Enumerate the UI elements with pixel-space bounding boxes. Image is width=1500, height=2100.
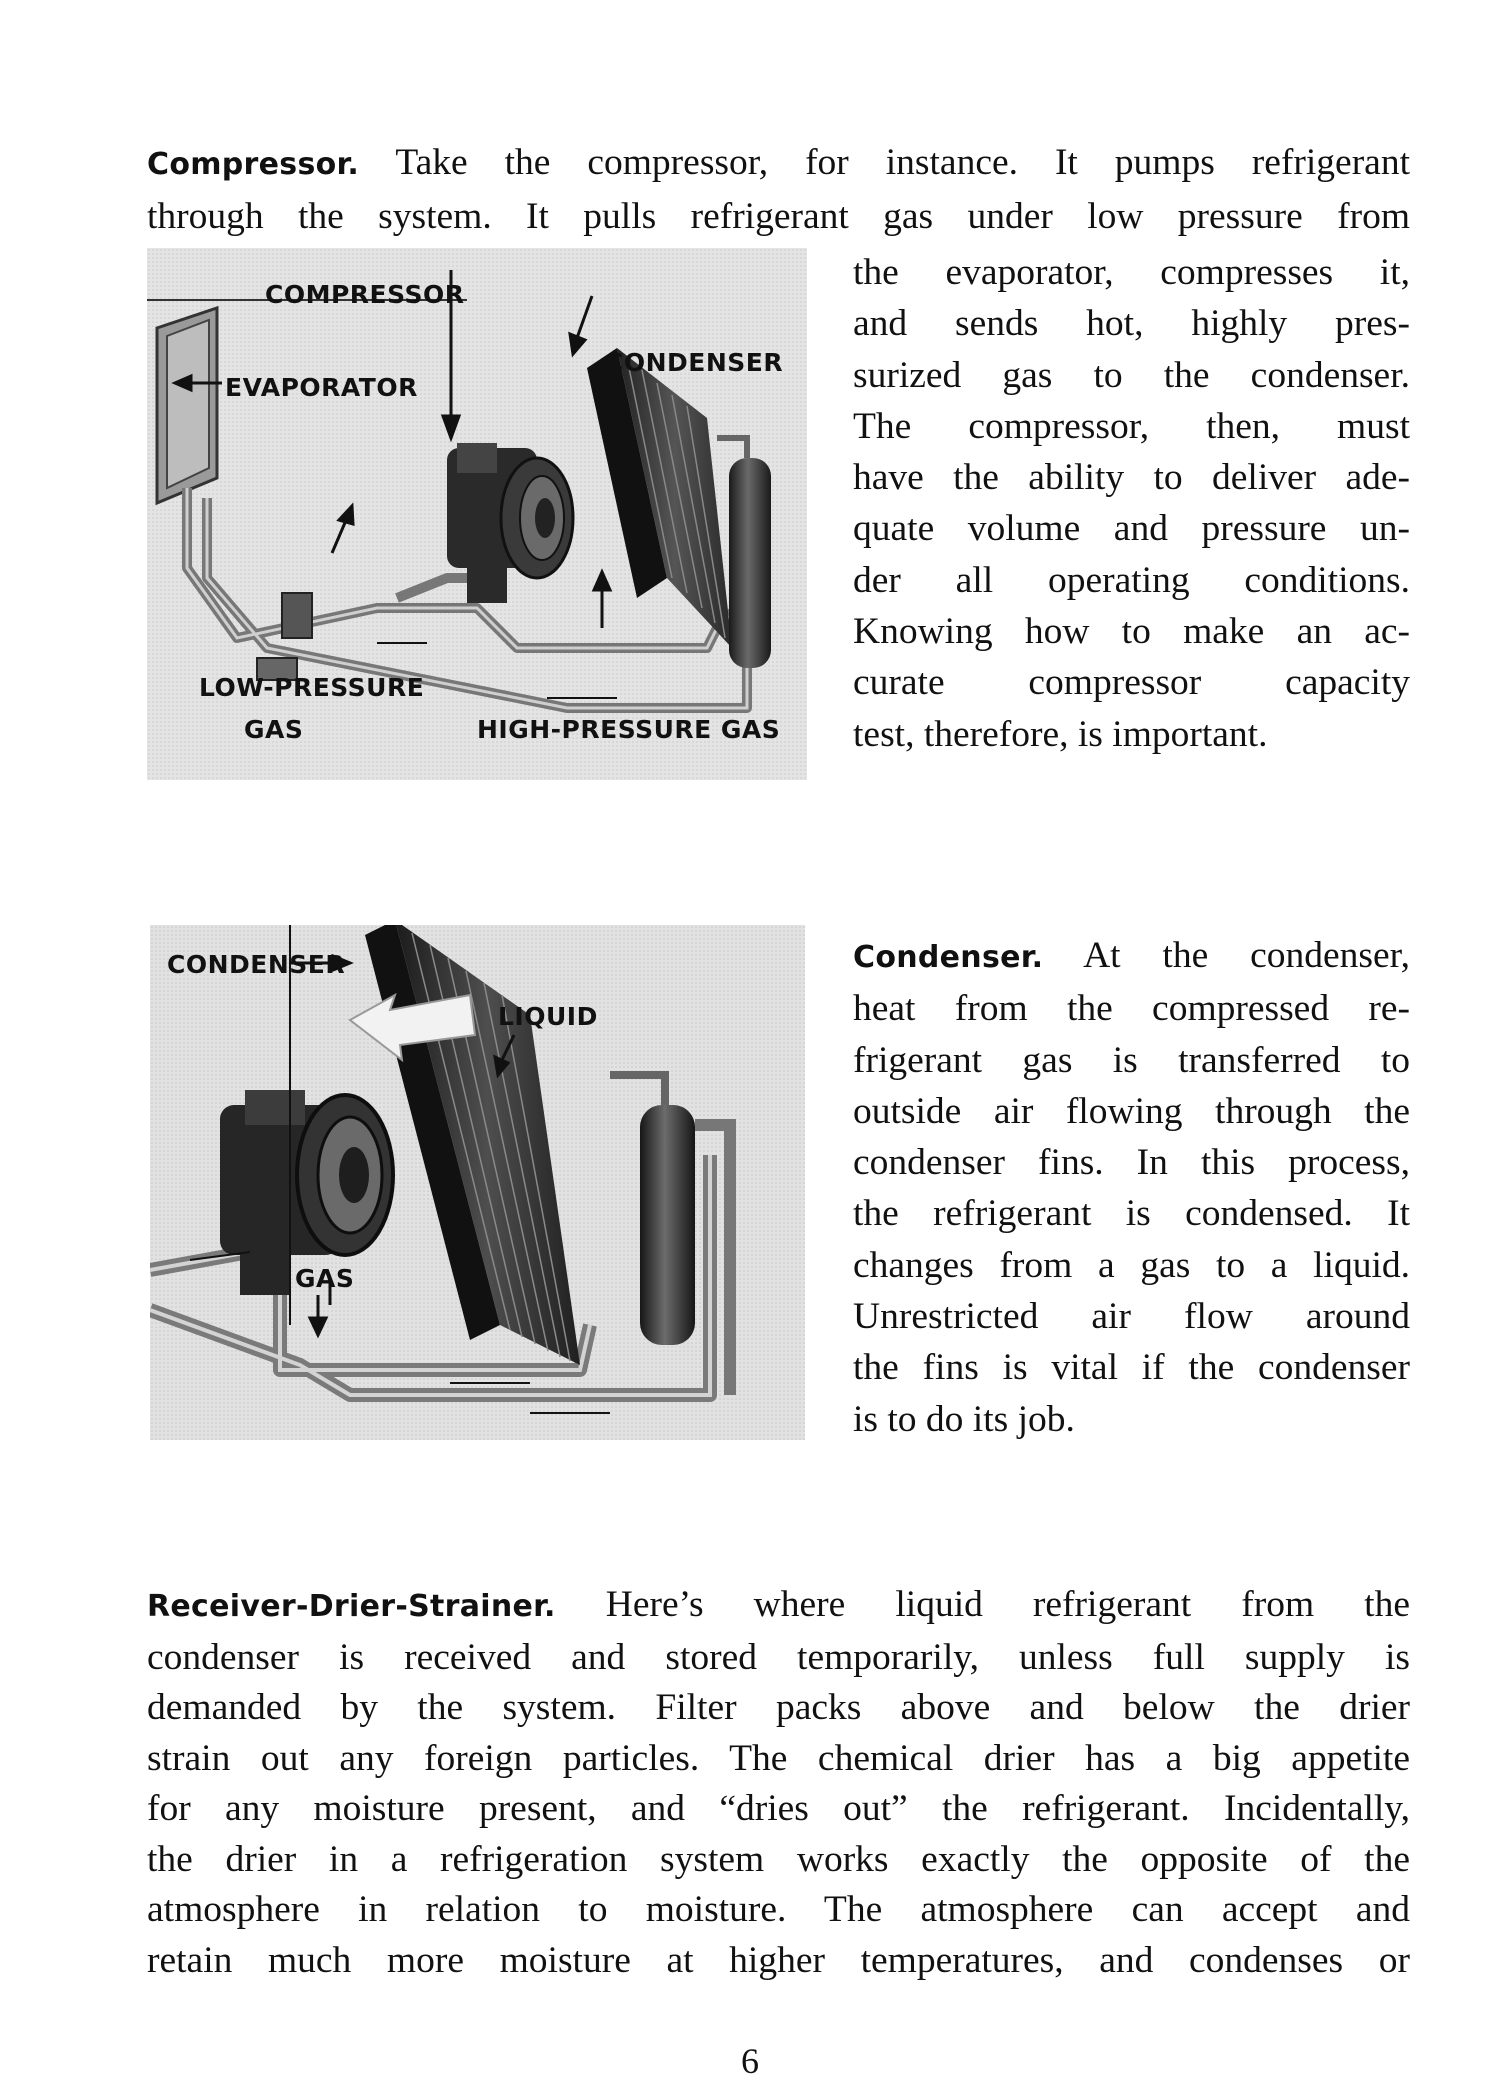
text-line: strain out any foreign particles. The chemical drier has a big appetite	[147, 1737, 1410, 1779]
text-line: Knowing how to make an ac-	[853, 611, 1410, 653]
condenser-figure	[150, 925, 805, 1440]
text-line: Condenser. At the condenser,	[853, 935, 1410, 976]
text-line: and sends hot, highly pres-	[853, 303, 1410, 345]
text-line: retain much more moisture at higher temperatures, and condenses or	[147, 1939, 1410, 1981]
figure-label-condenser: CONDENSER	[605, 348, 784, 377]
figure-label-high-pressure-gas: HIGH-PRESSURE GAS	[477, 715, 781, 744]
page-number: 6	[741, 2041, 759, 2081]
text-line: have the ability to deliver ade-	[853, 457, 1410, 499]
compressor-heading: Compressor.	[147, 147, 360, 182]
figure-label-gas: GAS	[295, 1264, 355, 1293]
text-line: surized gas to the condenser.	[853, 354, 1410, 396]
condenser-side-text	[853, 930, 1410, 1445]
text-line: is to do its job.	[853, 1398, 1075, 1440]
text-line: test, therefore, is important.	[853, 713, 1268, 755]
text-line: changes from a gas to a liquid.	[853, 1244, 1410, 1286]
text-line: The compressor, then, must	[853, 405, 1410, 447]
text-line: for any moisture present, and “dries out” the refrigerant. Incidentally,	[147, 1788, 1410, 1829]
condenser-heading: Condenser.	[853, 940, 1044, 975]
text-line: atmosphere in relation to moisture. The atmosphere can accept and	[147, 1889, 1410, 1930]
text-line: Receiver-Drier-Strainer. Here’s where liquid refrigerant from the	[147, 1584, 1410, 1625]
compressor-intro-text	[147, 137, 1410, 243]
figure-label-condenser: CONDENSER	[167, 950, 346, 979]
figure-label-low-pressure: LOW-PRESSURE	[199, 673, 425, 702]
figure-label-compressor: COMPRESSOR	[265, 280, 465, 309]
text-line: the fins is vital if the condenser	[853, 1347, 1410, 1389]
text-line: the drier in a refrigeration system works exactly the opposite of the	[147, 1838, 1410, 1880]
text-line: condenser fins. In this process,	[853, 1142, 1410, 1184]
text-line: frigerant gas is transferred to	[853, 1039, 1410, 1081]
compressor-side-text	[853, 247, 1410, 760]
text-line: der all operating conditions.	[853, 559, 1410, 601]
figure-label-evaporator: EVAPORATOR	[225, 373, 418, 402]
text-line: quate volume and pressure un-	[853, 508, 1410, 550]
figure-label-liquid: LIQUID	[498, 1002, 598, 1031]
text-line: outside air flowing through the	[853, 1090, 1410, 1132]
text-line: condenser is received and stored temporarily, unless full supply is	[147, 1636, 1410, 1678]
text-line: through the system. It pulls refrigerant gas under low pressure from	[147, 196, 1410, 237]
compressor-system-figure	[147, 248, 807, 780]
text-line: demanded by the system. Filter packs above and below the drier	[147, 1687, 1410, 1728]
text-line: curate compressor capacity	[853, 662, 1410, 704]
text-line: the refrigerant is condensed. It	[853, 1193, 1410, 1235]
text-line: Unrestricted air flow around	[853, 1296, 1410, 1338]
receiver-drier-strainer-text	[147, 1580, 1410, 1986]
text-line: the evaporator, compresses it,	[853, 252, 1410, 293]
figure-label-gas: GAS	[244, 715, 304, 744]
receiver-heading: Receiver-Drier-Strainer.	[147, 1589, 556, 1624]
text-line: heat from the compressed re-	[853, 988, 1410, 1030]
text-line: Compressor. Take the compressor, for instance. It pumps refrigerant	[147, 142, 1410, 183]
